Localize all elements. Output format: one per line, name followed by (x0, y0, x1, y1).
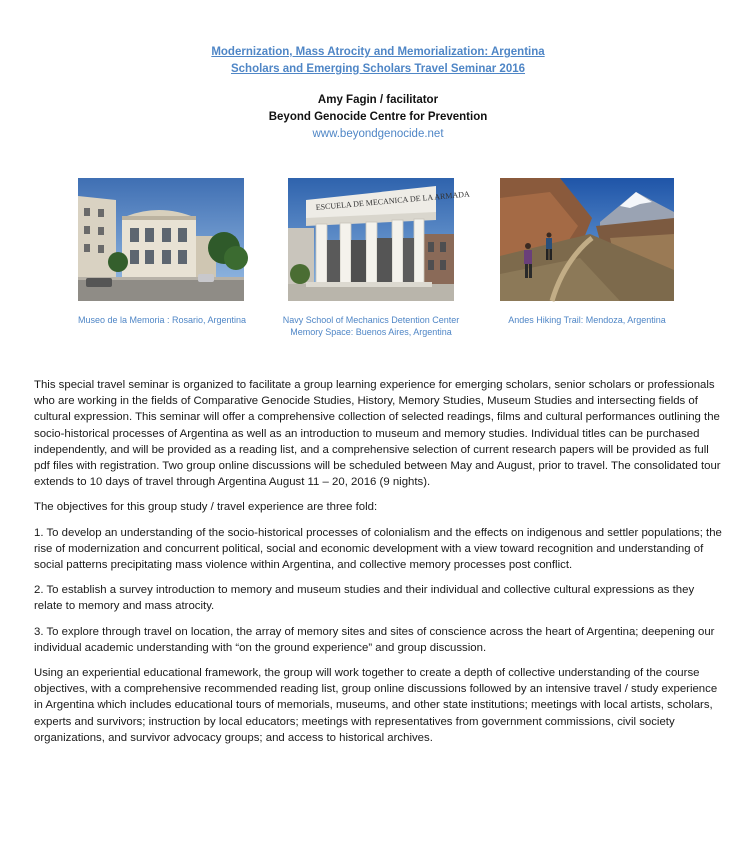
objective-1: 1. To develop an understanding of the socio-historical processes of colonialism and the effects on indigenous and settler populations; the rise of modernization and concurrent political, social and economic development with a view toward recognition and understanding of social patterns precipitating mass violence within Argentina, and collective memory processes post conflict. (34, 526, 722, 572)
framework-paragraph: Using an experiential educational framework, the group will work together to create a depth of collective understanding of the course objectives, with a comprehensive recommended reading list, group online discussions followed by an intensive travel / study experience in Argentina which includes educational tours of memorials, museums, and other state institutions; meetings with local artists, scholars, experts and survivors; instruction by local educators; meetings with representatives from government commissions, civil society organizations, and survivor advocacy groups; and access to historical archives. (34, 667, 718, 744)
caption-line: Museo de la Memoria : Rosario, Argentina (77, 315, 247, 325)
document-header (0, 44, 756, 143)
andes-trail-photo (500, 178, 674, 301)
organization-name: Beyond Genocide Centre for Prevention (268, 111, 488, 123)
esma-building-photo (288, 178, 471, 301)
photo-caption (484, 314, 690, 326)
sign-text: ESCUELA DE MECANICA DE LA ARMADA (315, 189, 471, 212)
document-body (34, 377, 724, 755)
facilitator-name: Amy Fagin / facilitator (317, 94, 439, 106)
caption-line: Andes Hiking Trail: Mendoza, Argentina (508, 315, 666, 325)
caption-line: Memory Space: Buenos Aires, Argentina (290, 327, 452, 337)
seminar-title-line-1[interactable]: Modernization, Mass Atrocity and Memorialization: Argentina (211, 46, 545, 58)
photo-caption (60, 314, 264, 326)
objectives-intro: The objectives for this group study / travel experience are three fold: (34, 501, 378, 514)
intro-paragraph: This special travel seminar is organized to facilitate a group learning experience for emerging scholars, senior scholars or professionals who are working in the fields of Comparative Genocide Studies, History, Memory Studies, Museum Studies and intersecting fields of cultural expression. This seminar will offer a comprehensive collection of selected readings, films and cultural performances outlining the socio-historical processes of Argentina as well as an introduction to museum and memory studies. Individual titles can be purchased independently, and will be provided as a reading list, and a comprehensive selection of current research papers will be provided as full pdf files with registration. Two group online discussions will be scheduled between May and August, prior to travel. The consolidated tour extends to 10 days of travel through Argentina August 11 – 20, 2016 (9 nights). (34, 379, 721, 489)
museo-memoria-photo (78, 178, 244, 301)
website-link[interactable]: www.beyondgenocide.net (312, 128, 444, 140)
seminar-title-line-2[interactable]: Scholars and Emerging Scholars Travel Seminar 2016 (230, 63, 526, 75)
objective-2: 2. To establish a survey introduction to memory and museum studies and their individual and collective cultural expressions as they relate to memory and mass atrocity. (34, 584, 695, 613)
caption-line: Navy School of Mechanics Detention Center (282, 315, 460, 325)
objective-3: 3. To explore through travel on location, the array of memory sites and sites of conscience across the heart of Argentina; deepening our individual academic understanding with “on the ground experience” and group discussion. (34, 625, 715, 654)
photo-caption (268, 314, 474, 338)
